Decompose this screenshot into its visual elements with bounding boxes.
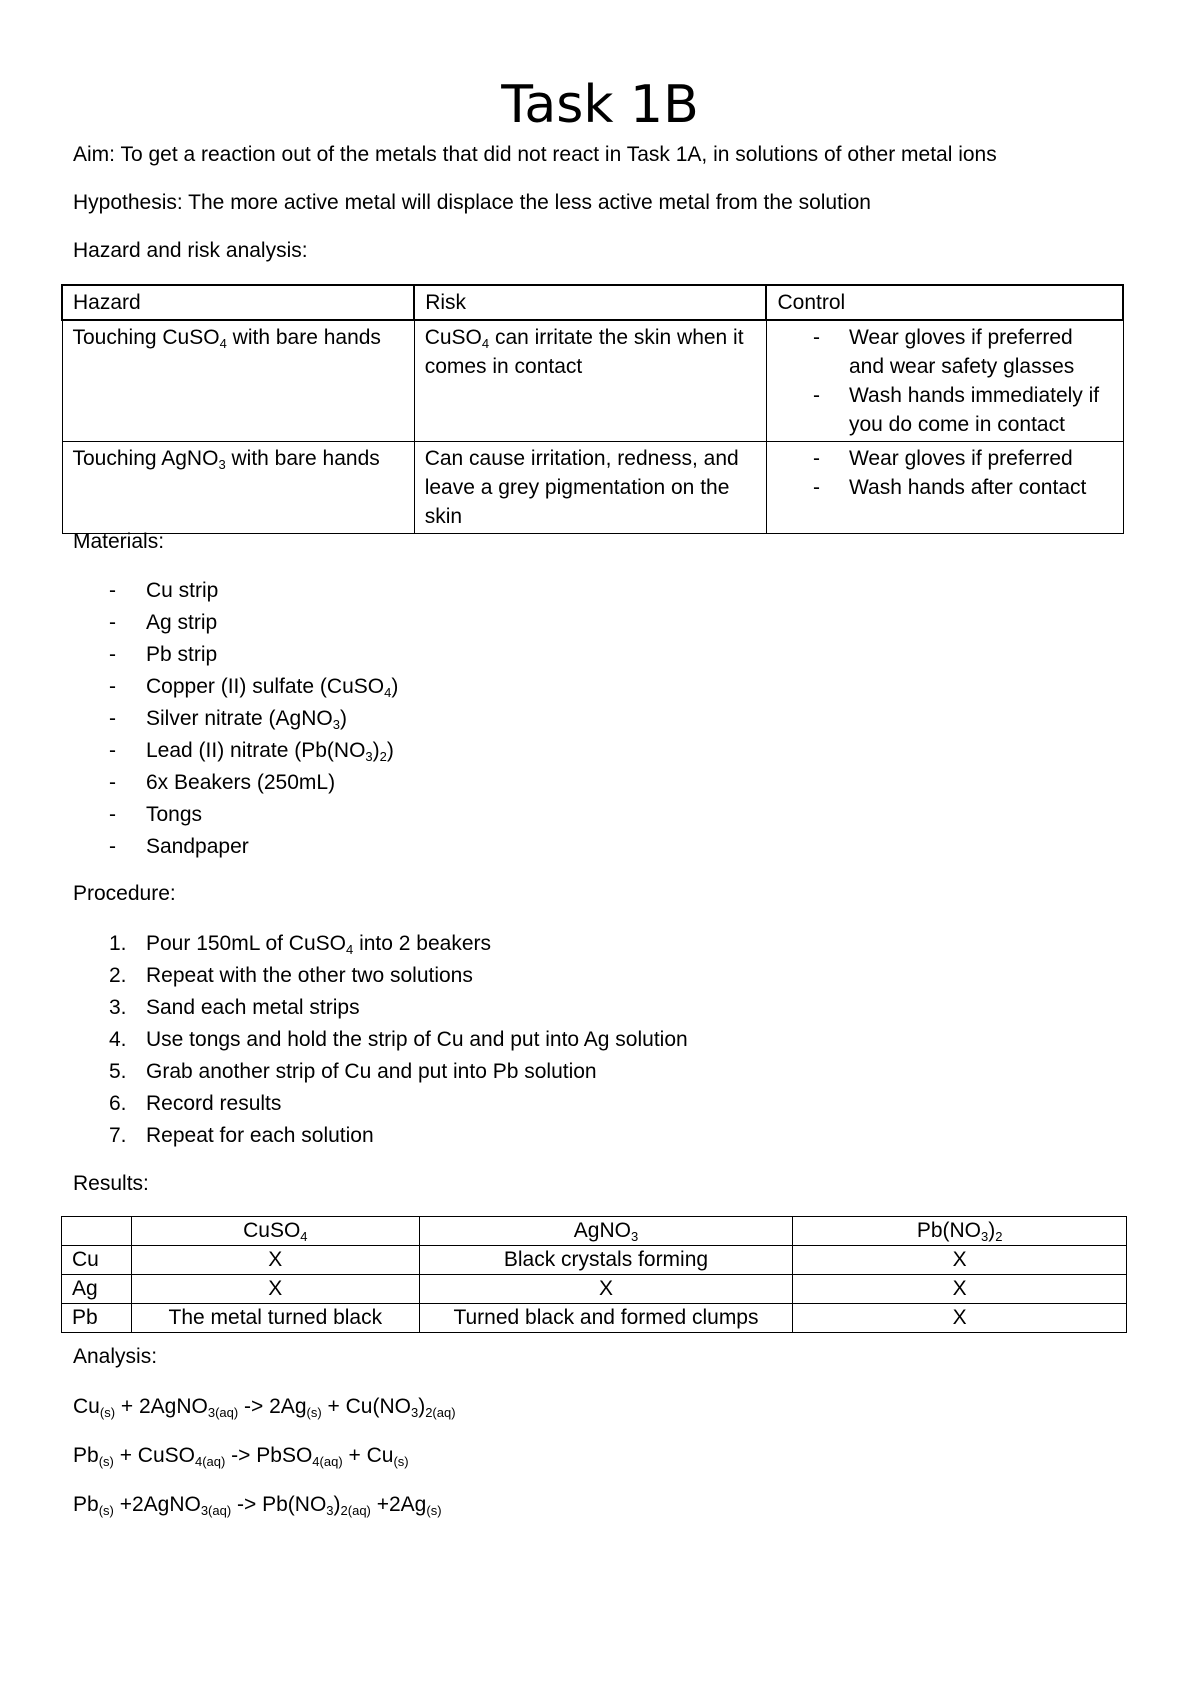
results-cell: Turned black and formed clumps <box>419 1304 793 1333</box>
procedure-step <box>73 1024 688 1056</box>
subscript: (s) <box>98 1454 114 1469</box>
results-header-row <box>62 1217 1127 1246</box>
control-item: - Wash hands after contact <box>767 473 1113 502</box>
hypothesis-text: Hypothesis: The more active metal will displace the less active metal from the solution <box>73 191 871 214</box>
step-text-end: into 2 beakers <box>353 932 491 955</box>
step-text: Repeat for each solution <box>146 1124 374 1147</box>
eq-text: + CuSO <box>113 1444 195 1467</box>
subscript: 4(aq) <box>194 1454 226 1469</box>
col-text: AgNO <box>573 1219 631 1242</box>
subscript: (s) <box>98 1503 114 1518</box>
hazard-cell <box>62 442 414 534</box>
procedure-step <box>73 1088 688 1120</box>
step-number: 3. <box>109 996 127 1019</box>
subscript: 2 <box>379 749 387 764</box>
col-text-mid: ) <box>988 1219 996 1242</box>
subscript: 3 <box>630 1229 639 1244</box>
control-list <box>767 444 1113 502</box>
subscript: (s) <box>99 1405 116 1420</box>
subscript: 3 <box>981 1229 989 1244</box>
step-text: Pour 150mL of CuSO <box>146 932 346 955</box>
control-item: - Wear gloves if preferred <box>767 444 1113 473</box>
subscript: 3 <box>410 1405 419 1420</box>
results-cell: X <box>793 1246 1127 1275</box>
procedure-list <box>73 928 688 1152</box>
procedure-step <box>73 928 688 960</box>
risk-cell: Can cause irritation, redness, and leave a grey pigmentation on the skin <box>414 442 766 534</box>
eq-text: Cu <box>73 1395 100 1418</box>
material-item: - Ag strip <box>73 607 398 639</box>
subscript: 3(aq) <box>207 1405 239 1420</box>
results-cell: X <box>793 1275 1127 1304</box>
results-row <box>62 1275 1127 1304</box>
step-number: 4. <box>109 1028 127 1051</box>
eq-text: + Cu <box>342 1444 394 1467</box>
subscript: 2(aq) <box>425 1405 456 1420</box>
results-row <box>62 1246 1127 1275</box>
eq-text: Pb <box>73 1444 99 1467</box>
control-cell <box>766 442 1123 534</box>
results-table <box>61 1216 1127 1333</box>
material-item: - Cu strip <box>73 575 398 607</box>
hazard-cell <box>62 320 414 442</box>
hazard-text: Touching AgNO <box>72 447 219 470</box>
results-heading: Results: <box>73 1172 149 1195</box>
control-list <box>767 323 1113 439</box>
step-text: Sand each metal strips <box>146 996 360 1019</box>
aim-text: Aim: To get a reaction out of the metals that did not react in Task 1A, in solutions of other metal ions <box>73 143 997 166</box>
step-number: 5. <box>109 1060 127 1083</box>
control-cell <box>766 320 1123 442</box>
subscript: 4 <box>481 336 490 351</box>
eq-text: + Cu(NO <box>321 1395 411 1418</box>
step-text: Record results <box>146 1092 282 1115</box>
material-text: Silver nitrate (AgNO <box>146 707 333 730</box>
hazard-text-end: with bare hands <box>226 326 381 349</box>
material-text-end: ) <box>339 707 347 730</box>
subscript: 3 <box>218 457 226 472</box>
eq-text: ) <box>333 1493 341 1516</box>
equation-2 <box>73 1441 409 1471</box>
eq-text: -> Pb(NO <box>231 1493 327 1516</box>
material-text: Lead (II) nitrate (Pb(NO <box>146 739 366 762</box>
risk-text: CuSO <box>424 326 482 349</box>
subscript: 2 <box>995 1229 1003 1244</box>
material-item <box>73 735 398 767</box>
procedure-step <box>73 992 688 1024</box>
procedure-step <box>73 1120 688 1152</box>
equation-1 <box>73 1392 456 1422</box>
hazard-table-header <box>62 285 1123 320</box>
hazard-row <box>62 320 1123 442</box>
step-text: Grab another strip of Cu and put into Pb solution <box>146 1060 597 1083</box>
procedure-step <box>73 960 688 992</box>
eq-text: + 2AgNO <box>115 1395 208 1418</box>
results-cell: X <box>131 1246 419 1275</box>
results-cell: Black crystals forming <box>419 1246 793 1275</box>
results-col-agno3 <box>419 1217 793 1246</box>
subscript: 4(aq) <box>312 1454 343 1469</box>
control-item: - Wash hands immediately if you do come in contact <box>767 381 1113 439</box>
hazard-text-end: with bare hands <box>225 447 380 470</box>
results-row <box>62 1304 1127 1333</box>
risk-text-end: can irritate the skin when it comes in contact <box>424 326 744 378</box>
eq-text: Pb <box>73 1493 99 1516</box>
results-cell: X <box>131 1275 419 1304</box>
results-cell: X <box>793 1304 1127 1333</box>
equation-3 <box>73 1490 442 1520</box>
hazard-heading: Hazard and risk analysis: <box>73 239 308 262</box>
material-item: - Pb strip <box>73 639 398 671</box>
subscript: 3 <box>332 717 340 732</box>
eq-text: +2AgNO <box>113 1493 201 1516</box>
step-text: Repeat with the other two solutions <box>146 964 473 987</box>
subscript: 4 <box>219 336 227 351</box>
materials-heading: Materials: <box>73 530 165 553</box>
header-control: Control <box>766 285 1123 320</box>
risk-cell <box>414 320 766 442</box>
header-risk: Risk <box>414 285 766 320</box>
step-text: Use tongs and hold the strip of Cu and put into Ag solution <box>146 1028 688 1051</box>
step-number: 7. <box>109 1124 127 1147</box>
subscript: (s) <box>306 1405 322 1420</box>
results-col-cuso4 <box>131 1217 419 1246</box>
subscript: 4 <box>300 1229 308 1244</box>
material-item <box>73 703 398 735</box>
results-cell: X <box>419 1275 793 1304</box>
subscript: 4 <box>346 942 354 957</box>
results-row-metal: Cu <box>62 1246 132 1275</box>
materials-list <box>73 575 398 863</box>
step-number: 1. <box>109 932 127 955</box>
page-title: Task 1B <box>501 75 699 135</box>
step-number: 2. <box>109 964 127 987</box>
material-item: - Sandpaper <box>73 831 398 863</box>
subscript: 2(aq) <box>340 1503 371 1518</box>
header-hazard: Hazard <box>62 285 414 320</box>
eq-text: +2Ag <box>370 1493 427 1516</box>
subscript: 4 <box>384 685 392 700</box>
eq-text: ) <box>418 1395 426 1418</box>
step-number: 6. <box>109 1092 127 1115</box>
eq-text: -> 2Ag <box>238 1395 307 1418</box>
subscript: (s) <box>426 1503 442 1518</box>
hazard-text: Touching CuSO <box>72 326 220 349</box>
results-cell: The metal turned black <box>131 1304 419 1333</box>
eq-text: -> PbSO <box>225 1444 313 1467</box>
material-text: Copper (II) sulfate (CuSO <box>146 675 385 698</box>
subscript: 3 <box>365 749 373 764</box>
material-item: - 6x Beakers (250mL) <box>73 767 398 799</box>
hazard-table <box>61 284 1124 534</box>
subscript: 3 <box>326 1503 334 1518</box>
material-text-end: ) <box>386 739 394 762</box>
control-item: - Wear gloves if preferred and wear safety glasses <box>767 323 1113 381</box>
procedure-step <box>73 1056 688 1088</box>
subscript: 3(aq) <box>200 1503 232 1518</box>
col-text: Pb(NO <box>916 1219 981 1242</box>
material-text-mid: ) <box>372 739 380 762</box>
procedure-heading: Procedure: <box>73 882 176 905</box>
results-row-metal: Pb <box>62 1304 132 1333</box>
material-text-end: ) <box>391 675 399 698</box>
results-col-pbno32 <box>793 1217 1127 1246</box>
col-text: CuSO <box>243 1219 301 1242</box>
results-row-metal: Ag <box>62 1275 132 1304</box>
results-corner-cell <box>62 1217 132 1246</box>
material-item <box>73 671 398 703</box>
analysis-heading: Analysis: <box>73 1345 158 1368</box>
material-item: - Tongs <box>73 799 398 831</box>
subscript: (s) <box>393 1454 409 1469</box>
hazard-row <box>62 442 1123 534</box>
